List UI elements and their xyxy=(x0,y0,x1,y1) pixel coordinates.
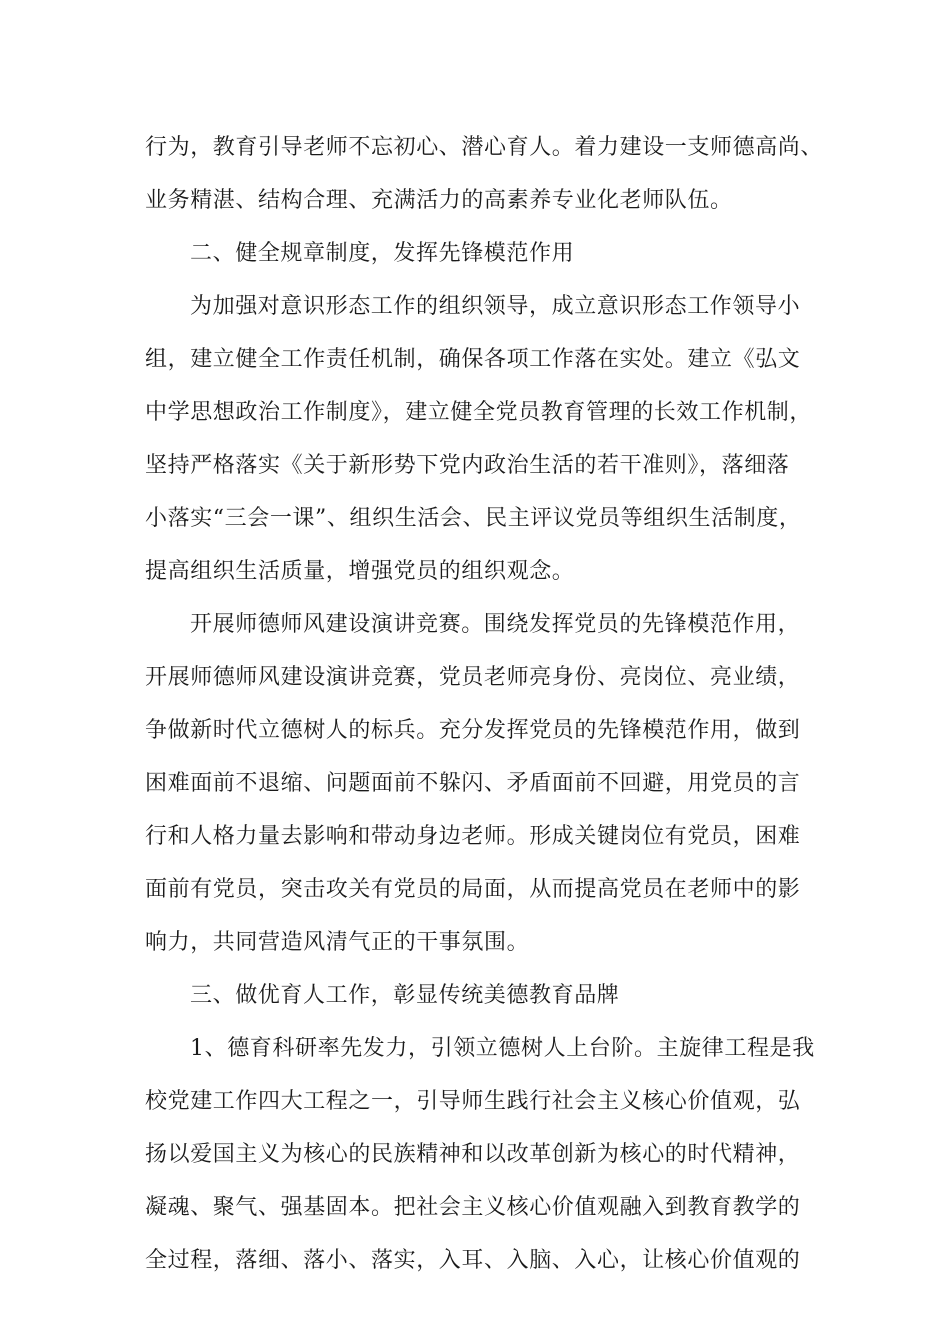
text-line: 行和人格力量去影响和带动身边老师。形成关键岗位有党员，困难 xyxy=(145,824,801,849)
text-line: 提高组织生活质量，增强党员的组织观念。 xyxy=(145,559,575,584)
text-line: 为加强对意识形态工作的组织领导，成立意识形态工作领导小 xyxy=(190,294,801,319)
text-line: 组，建立健全工作责任机制，确保各项工作落在实处。建立《弘文 xyxy=(145,347,801,372)
text-line: 中学思想政治工作制度》，建立健全党员教育管理的长效工作机制， xyxy=(145,400,813,425)
text-line: 校党建工作四大工程之一，引导师生践行社会主义核心价值观，弘 xyxy=(145,1089,801,1114)
text-line: 小落实“三会一课”、组织生活会、民主评议党员等组织生活制度， xyxy=(145,506,802,531)
text-line: 行为，教育引导老师不忘初心、潜心育人。着力建设一支师德高尚、 xyxy=(145,135,824,160)
text-line: 困难面前不退缩、问题面前不躲闪、矛盾面前不回避，用党员的言 xyxy=(145,771,801,796)
text-line: 全过程，落细、落小、落实，入耳、入脑、入心，让核心价值观的 xyxy=(145,1248,801,1273)
text-line: 凝魂、聚气、强基固本。把社会主义核心价值观融入到教育教学的 xyxy=(145,1195,801,1220)
text-line: 争做新时代立德树人的标兵。充分发挥党员的先锋模范作用，做到 xyxy=(145,718,801,743)
text-line: 面前有党员，突击攻关有党员的局面，从而提高党员在老师中的影 xyxy=(145,877,801,902)
section-heading: 二、健全规章制度，发挥先锋模范作用 xyxy=(190,241,575,266)
text-line: 扬以爱国主义为核心的民族精神和以改革创新为核心的时代精神， xyxy=(145,1142,801,1167)
text-line: 业务精湛、结构合理、充满活力的高素养专业化老师队伍。 xyxy=(145,188,733,213)
text-line: 坚持严格落实《关于新形势下党内政治生活的若干准则》，落细落 xyxy=(145,453,790,478)
section-heading: 三、做优育人工作，彰显传统美德教育品牌 xyxy=(190,983,620,1008)
text-line: 1、德育科研率先发力，引领立德树人上台阶。主旋律工程是我 xyxy=(190,1036,815,1061)
text-line: 开展师德师风建设演讲竞赛，党员老师亮身份、亮岗位、亮业绩， xyxy=(145,665,801,690)
text-line: 响力，共同营造风清气正的干事氛围。 xyxy=(145,930,530,955)
text-line: 开展师德师风建设演讲竞赛。围绕发挥党员的先锋模范作用， xyxy=(190,612,801,637)
